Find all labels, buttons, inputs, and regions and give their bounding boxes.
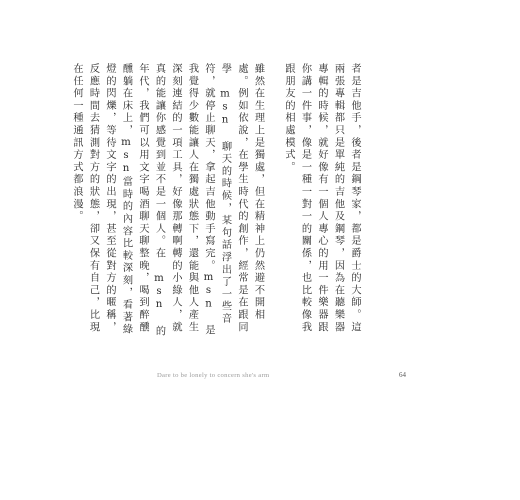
running-footer-title: Dare to be lonely to concern she's arm: [157, 372, 270, 379]
vertical-text-block: [68, 63, 363, 343]
paragraph-2: 雖然在生理上是獨處，但在精神上仍然避不開相處。例如依說，在學生時代的創作，經常是在跟同學 msn 聊天的時候，某句話浮出了一些音符，就停止聊天，拿起吉他動手寫完。msn 是我覺得少數能讓人在獨處狀態下，還能與他人產生深刻連結的一項工具，好像那轉啊轉的小綠人，就真的能讓你感覺到並不是一個人。在 msn 的年代，我們可以用文字喝酒聊天聊整晚，喝到醉醺醺躺在床上，msn當時的內容比較深刻，看著綠燈的閃爍，等待文字的出現，甚至從對方的暱稱，反應時間去猜測對方的狀態，卻又保有自己，比現在任何一種通訊方式都浪漫。: [71, 63, 264, 338]
page-number: 64: [399, 371, 406, 379]
paragraph-1: 者是吉他手，後者是鋼琴家，都是爵士的大師。這兩張專輯都只是單純的吉他及鋼琴，因為在聽樂器專輯的時候，就好像有一個人專心的用一件樂器跟你講一件事，像是一種一對一的關係，也比較像我跟朋友的相處模式。: [283, 63, 360, 334]
